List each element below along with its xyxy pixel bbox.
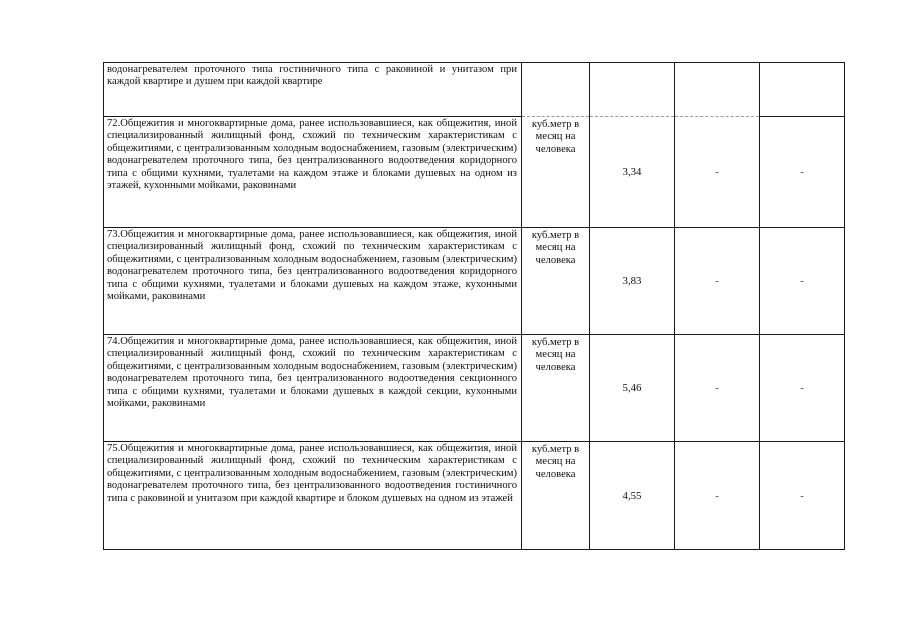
unit-cell: куб.метр в месяц на человека bbox=[522, 442, 590, 550]
table-row bbox=[104, 442, 845, 550]
unit-cell: куб.метр в месяц на человека bbox=[522, 117, 590, 228]
value-cell: 5,46 bbox=[590, 335, 675, 442]
description-cell bbox=[104, 228, 522, 335]
description-text: 72.Общежития и многоквартирные дома, ранее использовавшиеся, как общежития, иной специализированный жилищный фонд, схожий по техническим характеристикам с общежитиями, с централизованным холодным водоснабжением, газовым (электрическим) водонагревателем проточного типа, без централизованного водоотведения коридорного типа с общими кухнями, туалетами на каждом этаже и блоками душевых на одном из этажей, кухонными мойками, раковинами bbox=[107, 118, 517, 192]
column-5-cell: - bbox=[760, 442, 845, 550]
water-norms-table bbox=[103, 62, 845, 550]
value-cell: 3,34 bbox=[590, 117, 675, 228]
column-4-cell bbox=[675, 63, 760, 117]
unit-cell: куб.метр в месяц на человека bbox=[522, 335, 590, 442]
column-4-cell: - bbox=[675, 442, 760, 550]
column-5-cell: - bbox=[760, 117, 845, 228]
description-cell bbox=[104, 335, 522, 442]
column-4-cell: - bbox=[675, 228, 760, 335]
unit-cell: куб.метр в месяц на человека bbox=[522, 228, 590, 335]
table-row bbox=[104, 335, 845, 442]
column-4-cell: - bbox=[675, 117, 760, 228]
value-cell: 3,83 bbox=[590, 228, 675, 335]
column-5-cell: - bbox=[760, 335, 845, 442]
description-cell bbox=[104, 117, 522, 228]
column-5-cell bbox=[760, 63, 845, 117]
value-cell: 4,55 bbox=[590, 442, 675, 550]
column-5-cell: - bbox=[760, 228, 845, 335]
table-row bbox=[104, 228, 845, 335]
column-4-cell: - bbox=[675, 335, 760, 442]
description-cell bbox=[104, 63, 522, 117]
description-text: 75.Общежития и многоквартирные дома, ранее использовавшиеся, как общежития, иной специализированный жилищный фонд, схожий по техническим характеристикам с общежитиями, с централизованным холодным водоснабжением, газовым (электрическим) водонагревателем проточного типа, без централизованного водоотведения гостиничного типа с раковиной и унитазом при каждой квартире и блоком душевых на одном из этажей bbox=[107, 443, 517, 504]
description-text: 73.Общежития и многоквартирные дома, ранее использовавшиеся, как общежития, иной специализированный жилищный фонд, схожий по техническим характеристикам с общежитиями, с централизованным холодным водоснабжением, газовым (электрическим) водонагревателем проточного типа, без централизованного водоотведения коридорного типа с общими кухнями, туалетами и блоками душевых на каждом этаже, кухонными мойками, раковинами bbox=[107, 229, 517, 303]
table-row bbox=[104, 117, 845, 228]
description-text: водонагревателем проточного типа гостиничного типа с раковиной и унитазом при каждой квартире и душем при каждой квартире bbox=[107, 64, 517, 88]
table-row bbox=[104, 63, 845, 117]
unit-cell bbox=[522, 63, 590, 117]
description-text: 74.Общежития и многоквартирные дома, ранее использовавшиеся, как общежития, иной специализированный жилищный фонд, схожий по техническим характеристикам с общежитиями, с централизованным холодным водоснабжением, газовым (электрическим) водонагревателем проточного типа, без централизованного водоотведения секционного типа с общими кухнями, туалетами и блоками душевых в каждой секции, кухонными мойками, раковинами bbox=[107, 336, 517, 410]
description-cell bbox=[104, 442, 522, 550]
value-cell bbox=[590, 63, 675, 117]
